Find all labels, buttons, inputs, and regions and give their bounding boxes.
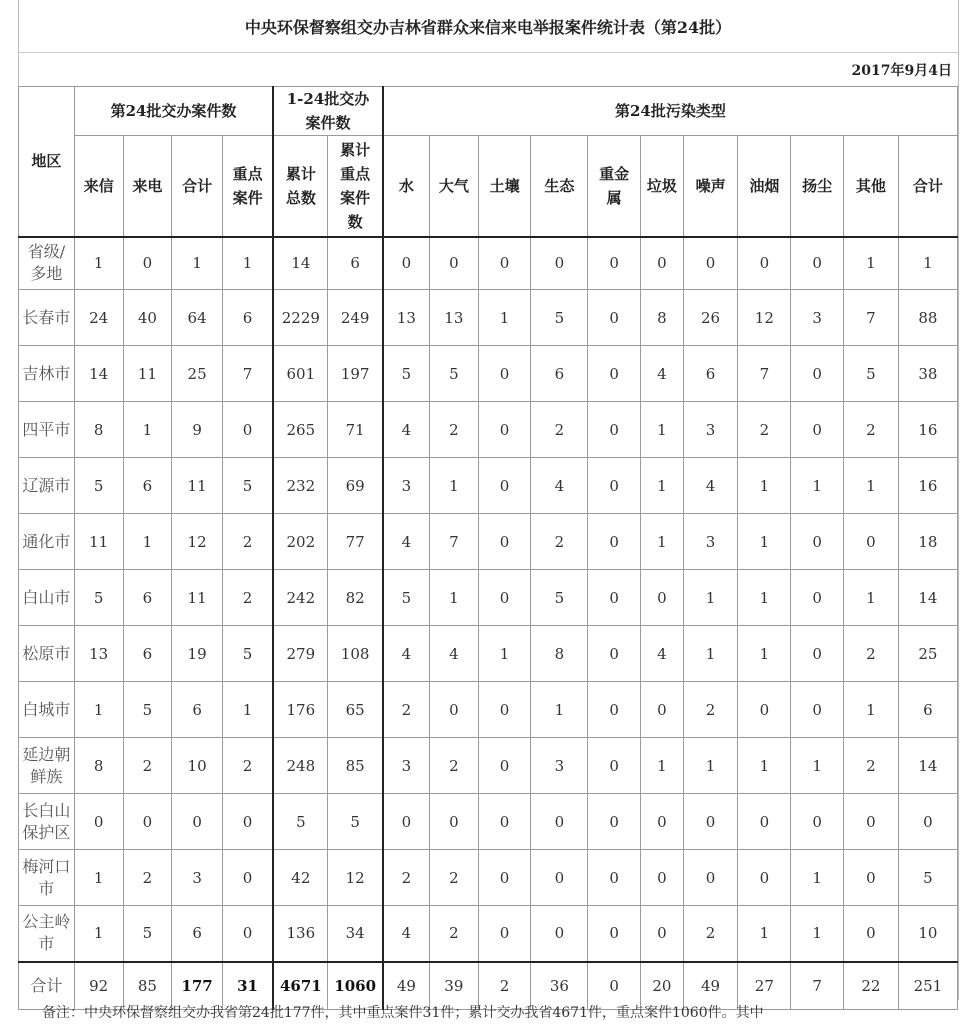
- value-cell: 0: [478, 237, 531, 290]
- value-cell: 92: [74, 962, 123, 1010]
- column-header: 其他: [844, 136, 899, 237]
- region-cell: 白山市: [19, 570, 75, 626]
- value-cell: 0: [738, 237, 791, 290]
- value-cell: 1: [844, 237, 899, 290]
- table-body: [19, 237, 958, 1010]
- value-cell: 5: [328, 794, 383, 850]
- value-cell: 7: [738, 346, 791, 402]
- value-cell: 0: [478, 850, 531, 906]
- value-cell: 16: [898, 458, 957, 514]
- value-cell: 0: [791, 626, 844, 682]
- value-cell: 11: [172, 458, 223, 514]
- value-cell: 0: [588, 346, 641, 402]
- region-cell: 合计: [19, 962, 75, 1010]
- value-cell: 3: [172, 850, 223, 906]
- value-cell: 2: [123, 738, 172, 794]
- value-cell: 7: [429, 514, 478, 570]
- value-cell: 13: [74, 626, 123, 682]
- column-header: 累计总数: [273, 136, 328, 237]
- value-cell: 0: [478, 514, 531, 570]
- region-cell: 梅河口市: [19, 850, 75, 906]
- value-cell: 0: [898, 794, 957, 850]
- value-cell: 0: [791, 237, 844, 290]
- value-cell: 2: [383, 682, 430, 738]
- value-cell: 0: [588, 626, 641, 682]
- value-cell: 31: [222, 962, 273, 1010]
- value-cell: 248: [273, 738, 328, 794]
- value-cell: 0: [588, 570, 641, 626]
- column-header: 扬尘: [791, 136, 844, 237]
- value-cell: 242: [273, 570, 328, 626]
- value-cell: 279: [273, 626, 328, 682]
- value-cell: 0: [738, 794, 791, 850]
- value-cell: 0: [641, 906, 684, 962]
- value-cell: 1: [738, 458, 791, 514]
- value-cell: 0: [683, 794, 738, 850]
- value-cell: 5: [898, 850, 957, 906]
- value-cell: 0: [791, 346, 844, 402]
- page-title: 中央环保督察组交办吉林省群众来信来电举报案件统计表（第24批）: [18, 0, 958, 53]
- value-cell: 5: [222, 626, 273, 682]
- value-cell: 1: [791, 906, 844, 962]
- region-cell: 吉林市: [19, 346, 75, 402]
- value-cell: 1: [738, 906, 791, 962]
- value-cell: 2: [429, 850, 478, 906]
- value-cell: 4: [641, 346, 684, 402]
- value-cell: 1060: [328, 962, 383, 1010]
- value-cell: 601: [273, 346, 328, 402]
- value-cell: 1: [74, 850, 123, 906]
- value-cell: 1: [478, 290, 531, 346]
- value-cell: 176: [273, 682, 328, 738]
- value-cell: 8: [74, 402, 123, 458]
- value-cell: 49: [683, 962, 738, 1010]
- value-cell: 4: [383, 402, 430, 458]
- value-cell: 6: [531, 346, 588, 402]
- region-cell: 辽源市: [19, 458, 75, 514]
- value-cell: 36: [531, 962, 588, 1010]
- value-cell: 1: [641, 738, 684, 794]
- value-cell: 1: [683, 738, 738, 794]
- value-cell: 11: [123, 346, 172, 402]
- region-cell: 长白山保护区: [19, 794, 75, 850]
- value-cell: 1: [123, 402, 172, 458]
- value-cell: 0: [588, 237, 641, 290]
- value-cell: 0: [531, 237, 588, 290]
- value-cell: 0: [588, 850, 641, 906]
- value-cell: 0: [429, 794, 478, 850]
- value-cell: 14: [898, 570, 957, 626]
- value-cell: 1: [683, 570, 738, 626]
- value-cell: 251: [898, 962, 957, 1010]
- value-cell: 3: [383, 458, 430, 514]
- value-cell: 0: [531, 794, 588, 850]
- value-cell: 0: [531, 850, 588, 906]
- value-cell: 1: [791, 850, 844, 906]
- value-cell: 0: [844, 906, 899, 962]
- value-cell: 8: [74, 738, 123, 794]
- value-cell: 0: [588, 514, 641, 570]
- value-cell: 0: [222, 850, 273, 906]
- value-cell: 0: [588, 458, 641, 514]
- value-cell: 0: [791, 514, 844, 570]
- region-cell: 四平市: [19, 402, 75, 458]
- value-cell: 5: [531, 570, 588, 626]
- column-header: 合计: [898, 136, 957, 237]
- value-cell: 0: [478, 906, 531, 962]
- table-row: [19, 237, 958, 290]
- value-cell: 5: [429, 346, 478, 402]
- value-cell: 2: [683, 682, 738, 738]
- value-cell: 2: [429, 402, 478, 458]
- value-cell: 0: [738, 682, 791, 738]
- value-cell: 4: [531, 458, 588, 514]
- value-cell: 1: [74, 682, 123, 738]
- value-cell: 0: [588, 290, 641, 346]
- value-cell: 1: [844, 458, 899, 514]
- value-cell: 20: [641, 962, 684, 1010]
- region-cell: 长春市: [19, 290, 75, 346]
- value-cell: 1: [641, 514, 684, 570]
- value-cell: 16: [898, 402, 957, 458]
- value-cell: 4: [383, 514, 430, 570]
- value-cell: 2: [222, 570, 273, 626]
- value-cell: 2: [429, 738, 478, 794]
- value-cell: 6: [222, 290, 273, 346]
- value-cell: 14: [898, 738, 957, 794]
- column-header: 土壤: [478, 136, 531, 237]
- value-cell: 85: [123, 962, 172, 1010]
- value-cell: 4671: [273, 962, 328, 1010]
- value-cell: 0: [383, 794, 430, 850]
- value-cell: 13: [429, 290, 478, 346]
- value-cell: 0: [222, 794, 273, 850]
- value-cell: 6: [123, 570, 172, 626]
- header-subrow: [19, 136, 958, 237]
- value-cell: 2: [222, 514, 273, 570]
- header-cumulative-cases: 1-24批交办案件数: [273, 87, 383, 136]
- value-cell: 1: [844, 682, 899, 738]
- value-cell: 1: [738, 570, 791, 626]
- value-cell: 39: [429, 962, 478, 1010]
- value-cell: 5: [222, 458, 273, 514]
- table-row: [19, 290, 958, 346]
- value-cell: 5: [383, 570, 430, 626]
- header-pollution-types: 第24批污染类型: [383, 87, 958, 136]
- header-region: 地区: [19, 87, 75, 237]
- value-cell: 1: [222, 682, 273, 738]
- table-row: [19, 906, 958, 962]
- table-row: [19, 682, 958, 738]
- column-header: 来信: [74, 136, 123, 237]
- value-cell: 0: [641, 850, 684, 906]
- value-cell: 7: [222, 346, 273, 402]
- value-cell: 0: [74, 794, 123, 850]
- value-cell: 4: [683, 458, 738, 514]
- value-cell: 0: [683, 850, 738, 906]
- value-cell: 2: [738, 402, 791, 458]
- value-cell: 18: [898, 514, 957, 570]
- value-cell: 25: [898, 626, 957, 682]
- value-cell: 1: [738, 626, 791, 682]
- value-cell: 2: [844, 626, 899, 682]
- value-cell: 40: [123, 290, 172, 346]
- value-cell: 82: [328, 570, 383, 626]
- column-header: 来电: [123, 136, 172, 237]
- value-cell: 12: [328, 850, 383, 906]
- value-cell: 1: [738, 738, 791, 794]
- value-cell: 26: [683, 290, 738, 346]
- value-cell: 265: [273, 402, 328, 458]
- region-cell: 省级/多地: [19, 237, 75, 290]
- value-cell: 3: [383, 738, 430, 794]
- value-cell: 3: [791, 290, 844, 346]
- value-cell: 2: [222, 738, 273, 794]
- value-cell: 5: [123, 906, 172, 962]
- table-row: [19, 850, 958, 906]
- value-cell: 0: [123, 794, 172, 850]
- value-cell: 249: [328, 290, 383, 346]
- table-row: [19, 738, 958, 794]
- table-row: [19, 794, 958, 850]
- value-cell: 0: [844, 514, 899, 570]
- value-cell: 0: [588, 906, 641, 962]
- value-cell: 1: [898, 237, 957, 290]
- value-cell: 2: [383, 850, 430, 906]
- value-cell: 0: [641, 682, 684, 738]
- column-header: 生态: [531, 136, 588, 237]
- value-cell: 6: [123, 626, 172, 682]
- value-cell: 1: [74, 906, 123, 962]
- value-cell: 0: [791, 402, 844, 458]
- table-row: [19, 626, 958, 682]
- value-cell: 0: [588, 682, 641, 738]
- column-header: 油烟: [738, 136, 791, 237]
- value-cell: 0: [478, 794, 531, 850]
- value-cell: 0: [641, 237, 684, 290]
- value-cell: 13: [383, 290, 430, 346]
- value-cell: 1: [429, 570, 478, 626]
- value-cell: 4: [429, 626, 478, 682]
- value-cell: 8: [531, 626, 588, 682]
- value-cell: 85: [328, 738, 383, 794]
- header-batch24-cases: 第24批交办案件数: [74, 87, 273, 136]
- value-cell: 1: [641, 458, 684, 514]
- value-cell: 0: [844, 794, 899, 850]
- value-cell: 6: [328, 237, 383, 290]
- value-cell: 12: [738, 290, 791, 346]
- column-header: 重金属: [588, 136, 641, 237]
- value-cell: 12: [172, 514, 223, 570]
- value-cell: 0: [222, 906, 273, 962]
- value-cell: 1: [641, 402, 684, 458]
- value-cell: 42: [273, 850, 328, 906]
- value-cell: 69: [328, 458, 383, 514]
- table-row: [19, 570, 958, 626]
- value-cell: 10: [172, 738, 223, 794]
- region-cell: 通化市: [19, 514, 75, 570]
- value-cell: 6: [123, 458, 172, 514]
- statistics-table: [18, 86, 958, 1010]
- value-cell: 7: [791, 962, 844, 1010]
- value-cell: 1: [738, 514, 791, 570]
- value-cell: 49: [383, 962, 430, 1010]
- value-cell: 65: [328, 682, 383, 738]
- value-cell: 0: [478, 346, 531, 402]
- table-row: [19, 458, 958, 514]
- value-cell: 0: [478, 570, 531, 626]
- value-cell: 0: [738, 850, 791, 906]
- value-cell: 6: [172, 682, 223, 738]
- value-cell: 14: [74, 346, 123, 402]
- value-cell: 1: [791, 738, 844, 794]
- value-cell: 1: [683, 626, 738, 682]
- value-cell: 232: [273, 458, 328, 514]
- value-cell: 0: [641, 570, 684, 626]
- footnote: 备注：中央环保督察组交办我省第24批177件，其中重点案件31件；累计交办我省4671件，重点案件1060件。其中: [42, 1005, 764, 1021]
- value-cell: 0: [478, 458, 531, 514]
- region-cell: 白城市: [19, 682, 75, 738]
- value-cell: 25: [172, 346, 223, 402]
- value-cell: 1: [429, 458, 478, 514]
- value-cell: 0: [123, 237, 172, 290]
- value-cell: 77: [328, 514, 383, 570]
- value-cell: 0: [588, 738, 641, 794]
- value-cell: 2: [531, 402, 588, 458]
- value-cell: 5: [74, 458, 123, 514]
- value-cell: 0: [478, 402, 531, 458]
- value-cell: 2: [683, 906, 738, 962]
- value-cell: 34: [328, 906, 383, 962]
- value-cell: 6: [898, 682, 957, 738]
- value-cell: 11: [172, 570, 223, 626]
- value-cell: 22: [844, 962, 899, 1010]
- value-cell: 108: [328, 626, 383, 682]
- value-cell: 0: [429, 682, 478, 738]
- value-cell: 71: [328, 402, 383, 458]
- value-cell: 0: [791, 570, 844, 626]
- column-header: 大气: [429, 136, 478, 237]
- value-cell: 88: [898, 290, 957, 346]
- column-header: 累计重点案件数: [328, 136, 383, 237]
- value-cell: 27: [738, 962, 791, 1010]
- value-cell: 2: [478, 962, 531, 1010]
- value-cell: 5: [383, 346, 430, 402]
- report-date: 2017年9月4日: [851, 63, 952, 79]
- value-cell: 3: [683, 402, 738, 458]
- value-cell: 1: [222, 237, 273, 290]
- value-cell: 0: [531, 906, 588, 962]
- value-cell: 1: [172, 237, 223, 290]
- value-cell: 0: [791, 682, 844, 738]
- value-cell: 1: [531, 682, 588, 738]
- value-cell: 3: [531, 738, 588, 794]
- value-cell: 0: [478, 682, 531, 738]
- value-cell: 14: [273, 237, 328, 290]
- value-cell: 1: [791, 458, 844, 514]
- value-cell: 5: [123, 682, 172, 738]
- table-row: [19, 514, 958, 570]
- value-cell: 2229: [273, 290, 328, 346]
- value-cell: 1: [844, 570, 899, 626]
- value-cell: 5: [74, 570, 123, 626]
- value-cell: 9: [172, 402, 223, 458]
- value-cell: 6: [683, 346, 738, 402]
- value-cell: 5: [844, 346, 899, 402]
- value-cell: 0: [683, 237, 738, 290]
- column-header: 水: [383, 136, 430, 237]
- column-header: 噪声: [683, 136, 738, 237]
- value-cell: 64: [172, 290, 223, 346]
- region-cell: 松原市: [19, 626, 75, 682]
- value-cell: 11: [74, 514, 123, 570]
- value-cell: 177: [172, 962, 223, 1010]
- value-cell: 7: [844, 290, 899, 346]
- value-cell: 0: [588, 402, 641, 458]
- value-cell: 136: [273, 906, 328, 962]
- value-cell: 1: [74, 237, 123, 290]
- value-cell: 3: [683, 514, 738, 570]
- value-cell: 2: [429, 906, 478, 962]
- value-cell: 197: [328, 346, 383, 402]
- table-row: [19, 346, 958, 402]
- value-cell: 2: [123, 850, 172, 906]
- value-cell: 0: [844, 850, 899, 906]
- table-row: [19, 402, 958, 458]
- value-cell: 0: [588, 962, 641, 1010]
- value-cell: 0: [172, 794, 223, 850]
- value-cell: 4: [383, 906, 430, 962]
- value-cell: 24: [74, 290, 123, 346]
- value-cell: 0: [641, 794, 684, 850]
- value-cell: 2: [844, 738, 899, 794]
- column-header: 重点案件: [222, 136, 273, 237]
- value-cell: 202: [273, 514, 328, 570]
- value-cell: 1: [478, 626, 531, 682]
- value-cell: 19: [172, 626, 223, 682]
- value-cell: 0: [588, 794, 641, 850]
- value-cell: 0: [383, 237, 430, 290]
- value-cell: 5: [531, 290, 588, 346]
- value-cell: 4: [641, 626, 684, 682]
- value-cell: 38: [898, 346, 957, 402]
- value-cell: 4: [383, 626, 430, 682]
- value-cell: 6: [172, 906, 223, 962]
- column-header: 垃圾: [641, 136, 684, 237]
- column-header: 合计: [172, 136, 223, 237]
- value-cell: 0: [429, 237, 478, 290]
- region-cell: 延边朝鲜族: [19, 738, 75, 794]
- value-cell: 0: [478, 738, 531, 794]
- value-cell: 5: [273, 794, 328, 850]
- value-cell: 2: [844, 402, 899, 458]
- region-cell: 公主岭市: [19, 906, 75, 962]
- value-cell: 0: [791, 794, 844, 850]
- value-cell: 10: [898, 906, 957, 962]
- value-cell: 8: [641, 290, 684, 346]
- value-cell: 0: [222, 402, 273, 458]
- value-cell: 2: [531, 514, 588, 570]
- value-cell: 1: [123, 514, 172, 570]
